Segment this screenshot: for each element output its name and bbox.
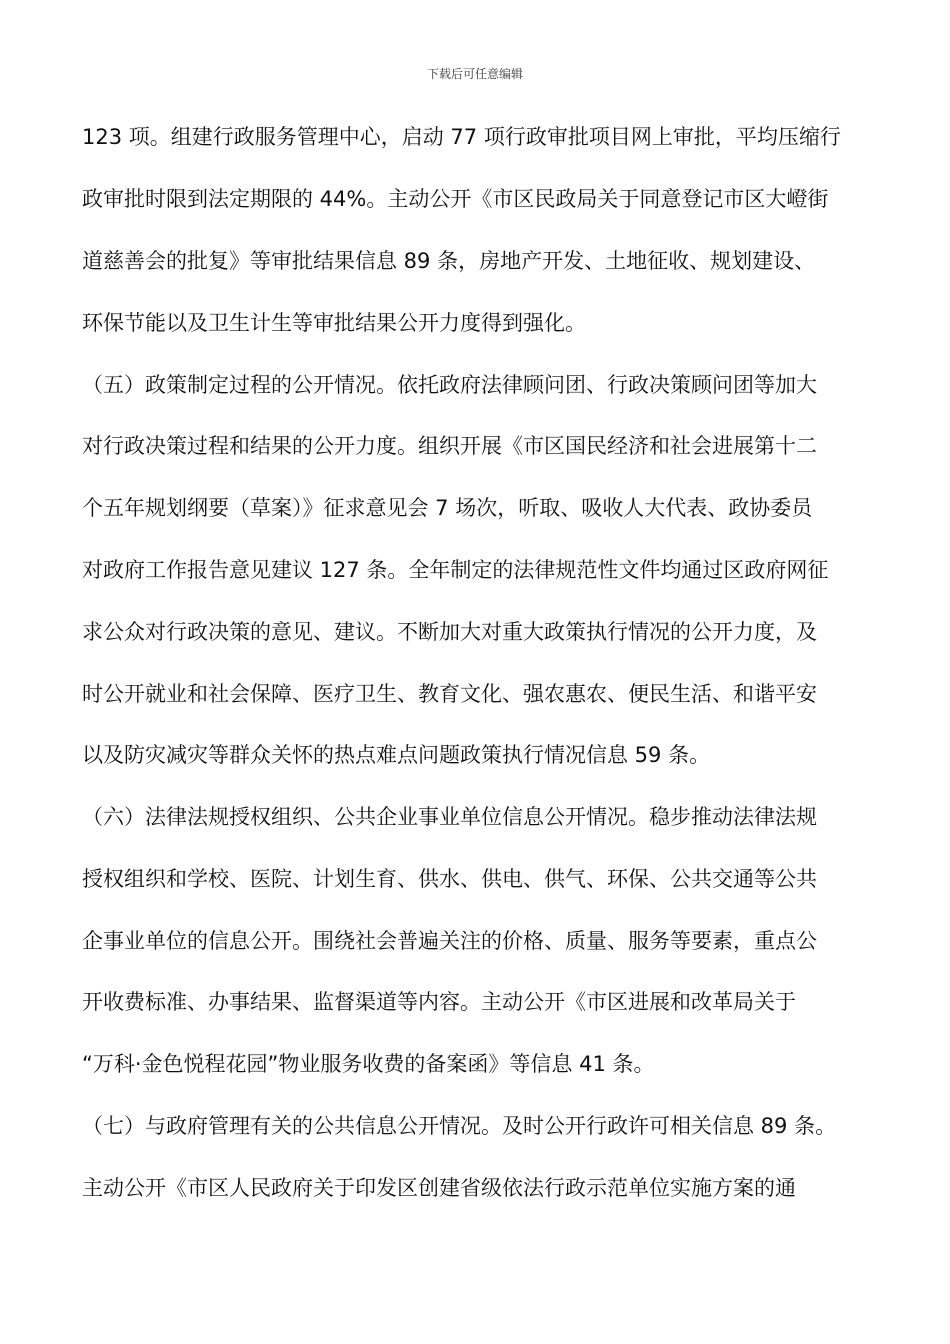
page-header: 下载后可任意编辑 — [426, 67, 523, 81]
text-line: 以及防灾减灾等群众关怀的热点难点问题政策执行情况信息 59 条。 — [82, 743, 711, 767]
text-line: 求公众对行政决策的意见、建议。不断加大对重大政策执行情况的公开力度，及 — [82, 620, 817, 644]
text-line: 政审批时限到法定期限的 44%。主动公开《市区民政局关于同意登记市区大嶝街 — [82, 187, 829, 211]
text-line: （七）与政府管理有关的公共信息公开情况。及时公开行政许可相关信息 89 条。 — [82, 1114, 837, 1138]
text-line: 对政府工作报告意见建议 127 条。全年制定的法律规范性文件均通过区政府网征 — [82, 558, 829, 582]
text-line: 123 项。组建行政服务管理中心，启动 77 项行政审批项目网上审批，平均压缩行 — [82, 125, 841, 149]
text-line: 开收费标准、办事结果、监督渠道等内容。主动公开《市区进展和改革局关于 — [82, 990, 796, 1014]
text-line: （六）法律法规授权组织、公共企业事业单位信息公开情况。稳步推动法律法规 — [82, 805, 817, 829]
text-line: 个五年规划纲要（草案）》征求意见会 7 场次，听取、吸收人大代表、政协委员 — [82, 496, 813, 520]
text-line: 对行政决策过程和结果的公开力度。组织开展《市区国民经济和社会进展第十二 — [82, 434, 817, 458]
text-line: 企事业单位的信息公开。围绕社会普遍关注的价格、质量、服务等要素，重点公 — [82, 929, 817, 953]
text-line: 道慈善会的批复》等审批结果信息 89 条，房地产开发、土地征收、规划建设、 — [82, 249, 816, 273]
text-line: 主动公开《市区人民政府关于印发区创建省级依法行政示范单位实施方案的通 — [82, 1176, 796, 1200]
text-line: “万科·金色悦程花园”物业服务收费的备案函》等信息 41 条。 — [82, 1052, 655, 1076]
text-line: 环保节能以及卫生计生等审批结果公开力度得到强化。 — [82, 311, 586, 335]
text-line: 授权组织和学校、医院、计划生育、供水、供电、供气、环保、公共交通等公共 — [82, 867, 817, 891]
text-line: （五）政策制定过程的公开情况。依托政府法律顾问团、行政决策顾问团等加大 — [82, 373, 817, 397]
text-line: 时公开就业和社会保障、医疗卫生、教育文化、强农惠农、便民生活、和谐平安 — [82, 682, 817, 706]
